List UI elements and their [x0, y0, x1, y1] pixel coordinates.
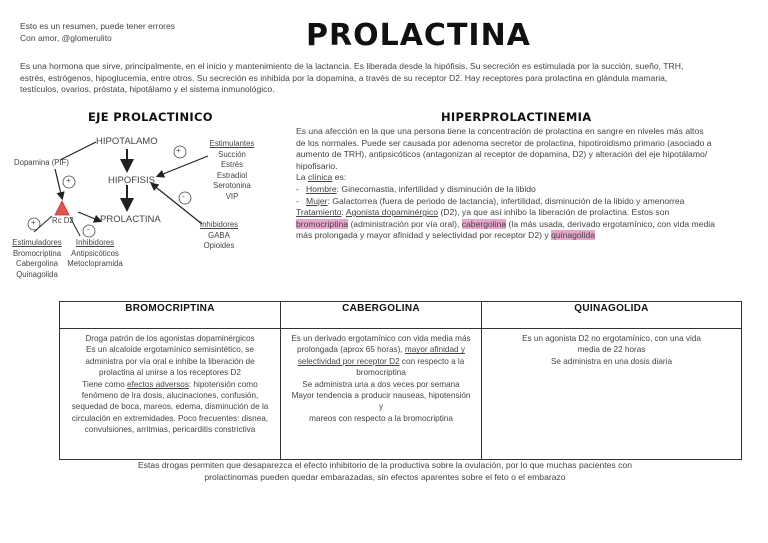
footer-note: [40, 460, 730, 483]
minus-sign: -: [182, 192, 185, 201]
text-span: : hipotensión como: [188, 379, 258, 389]
cell-line: media de 22 horas: [577, 345, 646, 355]
dash: -: [296, 195, 299, 206]
estimuladores-title: Estimuladores: [12, 238, 62, 247]
clinica-label: clínica: [307, 172, 333, 183]
list-item: Bromocriptina: [12, 248, 62, 258]
footer-line: prolactinomas pueden quedar embarazadas, sin efectos aparentes sobre el feto o el embarazo: [204, 471, 566, 482]
text-line: [296, 196, 761, 208]
plus-sign: +: [66, 176, 71, 185]
plus-sign: +: [31, 218, 36, 227]
header-cabergolina: CABERGOLINA: [281, 302, 482, 329]
efectos-adversos-label: efectos adversos: [127, 379, 189, 389]
table-header-row: [60, 302, 742, 329]
list-item: Antipsicóticos: [71, 248, 119, 258]
intro-paragraph: [20, 61, 755, 96]
estimulantes-list: [208, 139, 256, 202]
hyper-heading: HIPERPROLACTINEMIA: [441, 110, 592, 124]
minus-circle-icon: [179, 192, 191, 204]
cell-line: mareos con respecto a la bromocriptina: [309, 413, 453, 423]
text-span: (la más usada, derivado ergotamínico, con vida media: [506, 218, 715, 229]
underlined-text: selectividad por receptor D2: [297, 356, 400, 366]
cell-line: sequedad de boca, mareos, edema, disminución de la: [71, 402, 269, 412]
estimuladores-list: [10, 238, 64, 280]
note-line: Con amor, @glomerulito: [20, 33, 112, 43]
text-span: (D2), ya que así inhibo la liberación de prolactina. Estos son: [438, 207, 670, 218]
mujer-label: Mujer: [306, 195, 328, 206]
agonista-label: Agonista dopaminérgico: [345, 207, 439, 218]
list-item: Quinagolida: [16, 269, 58, 279]
cell-line: [289, 356, 473, 367]
text-span: más prolongada y mayor afinidad y selectividad por receptor D2) y: [296, 230, 552, 241]
hyper-paragraph: [296, 126, 761, 242]
cell-line: Es un derivado ergotamínico con vida media más: [291, 334, 471, 343]
text-span: prolongada (aprox 65 horas),: [297, 345, 405, 355]
axis-heading: EJE PROLACTINICO: [88, 110, 213, 124]
list-item: Estradiol: [216, 170, 248, 180]
cell-line: Droga patrón de los agonistas dopaminérgicos: [85, 334, 255, 343]
text-line: [296, 207, 761, 219]
underlined-text: mayor afinidad y: [404, 345, 465, 355]
label-receptor: Rc D2: [52, 216, 74, 225]
text-span: es:: [332, 172, 347, 183]
list-item: Metoclopramida: [67, 259, 123, 268]
label-hipofisis: HIPOFISIS: [108, 175, 155, 186]
text-line: [296, 184, 761, 196]
cell-line: Es un agonista D2 no ergotamínico, con una vida: [522, 334, 701, 343]
arrow-estimulantes: [158, 156, 208, 176]
cell-line: Se administra en una dosis diaria: [550, 356, 673, 366]
highlight-bromocriptina: bromocriptina: [296, 218, 349, 229]
text-line: aumento de TRH), antipsicóticos (antagonizan al receptor de dopamina, D2) y alteración del eje hipotálamo/: [296, 149, 708, 160]
highlight-quinagolida: quinagolida: [551, 230, 596, 241]
table-row: [60, 329, 742, 460]
list-item: Serotonina: [213, 181, 251, 190]
text-line: de los normales. Puede ser causada por adenoma secretor de prolactina, hipotiroidismo primario (asociado a: [296, 137, 712, 148]
cell-line: circulación en extremidades. Poco frecuentes: disnea,: [71, 413, 269, 423]
cell-line: [68, 379, 272, 390]
receptor-triangle-icon: [55, 201, 69, 215]
plus-sign: +: [176, 146, 181, 155]
label-dopamina: Dopamina (PIF): [14, 158, 70, 167]
list-item: VIP: [225, 191, 239, 201]
text-span: (administración por vía oral),: [348, 218, 462, 229]
hombre-label: Hombre: [306, 183, 337, 194]
disclaimer-note: [20, 20, 175, 44]
cell-line: Mayor tendencia a producir nauseas, hipotensión y: [291, 391, 471, 412]
text-line: [296, 219, 761, 231]
cell-line: [289, 344, 473, 355]
inhibidores-title: Inhibidores: [199, 220, 239, 229]
cell-line: Es un alcaloide ergotamínico semisintético, se: [86, 345, 254, 355]
text-line: [296, 230, 761, 242]
cell-line: convulsiones, arritmias, pericarditis constrictiva: [84, 425, 256, 435]
label-prolactina: PROLACTINA: [100, 214, 161, 225]
text-span: con respecto a la: [399, 356, 465, 366]
cell-quinagolida: [482, 329, 742, 460]
text-span: :: [341, 207, 346, 218]
text-span: : Ginecomastia, infertilidad y disminución de la libido: [336, 183, 536, 194]
text-line: hipofisario.: [296, 160, 338, 171]
cell-line: prolactina al unirse a los receptores D2: [99, 368, 241, 378]
header-quinagolida: QUINAGOLIDA: [482, 302, 742, 329]
cell-line: Se administra una a dos veces por semana: [302, 379, 460, 389]
label-hipotalamo: HIPOTALAMO: [96, 136, 158, 147]
list-item: GABA: [208, 230, 230, 240]
note-line: Esto es un resumen, puede tener errores: [20, 21, 175, 31]
arrow-dopamina-receptor: [55, 169, 62, 198]
text-line: [296, 172, 761, 184]
cell-cabergolina: [281, 329, 482, 460]
inhibidores-list: [198, 220, 240, 252]
intro-line: estrés, estrógenos, hipoglucemia, entre otros. Su secreción es inhibida por la dopamina, a través de su receptor D2. Hay receptores para prolactina en glándula mamaria,: [20, 72, 668, 83]
inhibidores2-list: [66, 238, 124, 270]
list-item: Cabergolina: [15, 259, 59, 268]
estimulantes-title: Estimulantes: [209, 139, 255, 148]
text-line: Es una afección en la que una persona tiene la concentración de prolactina en sangre en niveles más altos: [296, 126, 704, 136]
list-item: Estrés: [220, 160, 244, 169]
dash: -: [296, 183, 299, 194]
cell-bromocriptina: [60, 329, 281, 460]
intro-line: Es una hormona que sirve, principalmente, en el inicio y mantenimiento de la lactancia. Es liberada desde la hipófisis. Su secreción es estimulada por la succión, sueño, TRH,: [20, 61, 684, 71]
cell-line: fenómeno de lra dosis, alucinaciones, confusión,: [81, 391, 259, 401]
minus-sign: -: [87, 225, 90, 234]
tratamiento-label: Tratamiento: [296, 207, 342, 218]
list-item: Succión: [218, 149, 246, 159]
list-item: Opioides: [203, 241, 235, 250]
intro-line: testículos, ovarios, próstata, hipotálamo y el sistema inmunológico.: [20, 84, 275, 95]
header-bromocriptina: BROMOCRIPTINA: [60, 302, 281, 329]
page-title: PROLACTINA: [306, 18, 531, 53]
highlight-cabergolina: cabergolina: [461, 218, 507, 229]
text-span: Tiene como: [82, 379, 128, 389]
footer-line: Estas drogas permiten que desaparezca el efecto inhibitorio de la productiva sobre la ovulación, por lo que muchas pacientes con: [138, 460, 632, 470]
cell-line: bromocriptina: [356, 368, 406, 378]
text-span: : Galactorrea (fuera de periodo de lactancia), infertilidad, disminución de la libido y amenorrea: [327, 195, 685, 206]
text-span: La: [296, 172, 308, 183]
cell-line: administra por vía oral e inhibe la liberación de: [85, 356, 255, 366]
drugs-table: [59, 301, 742, 460]
inhibidores2-title: Inhibidores: [75, 238, 115, 247]
arrow-receptor-prolactina: [78, 212, 100, 221]
